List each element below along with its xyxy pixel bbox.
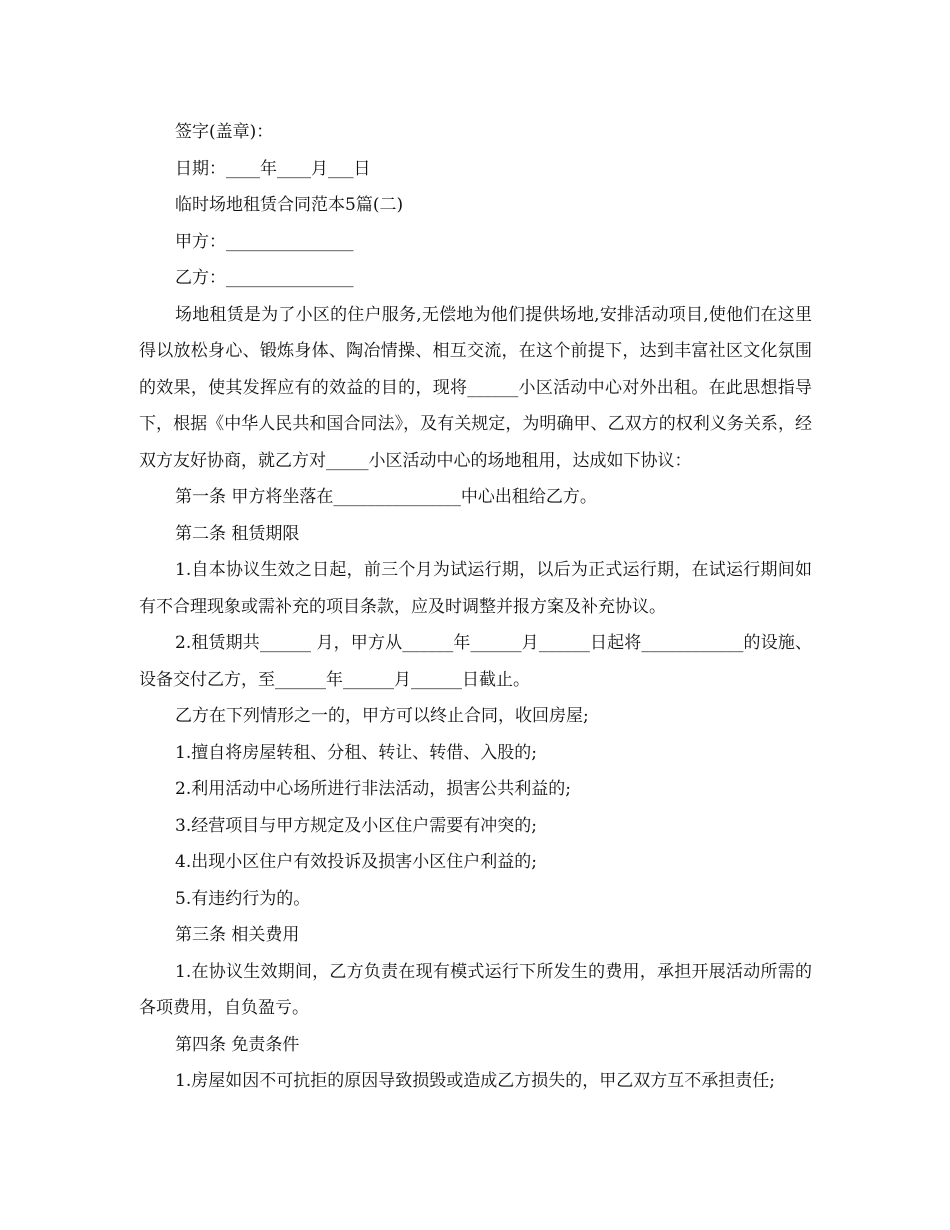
article-2-item-2: 2.租赁期共______ 月，甲方从______年______月______日起将____________的设施、设备交付乙方，至______年______月______日截止。	[139, 633, 812, 690]
section-subtitle: 临时场地租赁合同范本5篇(二)	[175, 195, 404, 215]
article-4-item-1: 1.房屋如因不可抗拒的原因导致损毁或造成乙方损失的，甲乙双方互不承担责任;	[175, 1071, 775, 1091]
intro-paragraph: 场地租赁是为了小区的住户服务,无偿地为他们提供场地,安排活动项目,使他们在这里得以放松身心、锻炼身体、陶冶情操、相互交流，在这个前提下，达到丰富社区文化氛围的效果，使其发挥应有的效益的目的，现将______小区活动中心对外出租。在此思想指导下，根据《中华人民共和国合同法》，及有关规定，为明确甲、乙双方的权利义务关系，经双方友好协商，就乙方对_____小区活动中心的场地租用，达成如下协议：	[139, 304, 812, 471]
termination-item: 4.出现小区住户有效投诉及损害小区住户利益的;	[175, 852, 537, 872]
date-line: 日期：____年____月___日	[175, 158, 371, 179]
article-1: 第一条 甲方将坐落在_______________中心出租给乙方。	[175, 487, 597, 507]
article-3-item-1: 1.在协议生效期间，乙方负责在现有模式运行下所发生的费用，承担开展活动所需的各项费用，自负盈亏。	[139, 961, 812, 1018]
article-3-title: 第三条 相关费用	[175, 925, 300, 945]
termination-item: 1.擅自将房屋转租、分租、转让、转借、入股的;	[175, 742, 537, 763]
termination-intro: 乙方在下列情形之一的，甲方可以终止合同，收回房屋;	[175, 706, 589, 726]
article-4-title: 第四条 免责条件	[175, 1034, 300, 1055]
signature-line: 签字(盖章)：	[175, 122, 274, 142]
article-2-title: 第二条 租赁期限	[175, 523, 300, 544]
party-a-line: 甲方：_______________	[175, 231, 354, 252]
termination-item: 2.利用活动中心场所进行非法活动，损害公共利益的;	[175, 779, 571, 799]
article-2-item-1: 1.自本协议生效之日起，前三个月为试运行期，以后为正式运行期，在试运行期间如有不合理现象或需补充的项目条款，应及时调整并报方案及补充协议。	[139, 560, 812, 617]
termination-item: 3.经营项目与甲方规定及小区住户需要有冲突的;	[175, 815, 537, 836]
termination-item: 5.有违约行为的。	[175, 888, 311, 909]
party-b-line: 乙方：_______________	[175, 268, 354, 288]
document-body	[139, 114, 812, 1100]
